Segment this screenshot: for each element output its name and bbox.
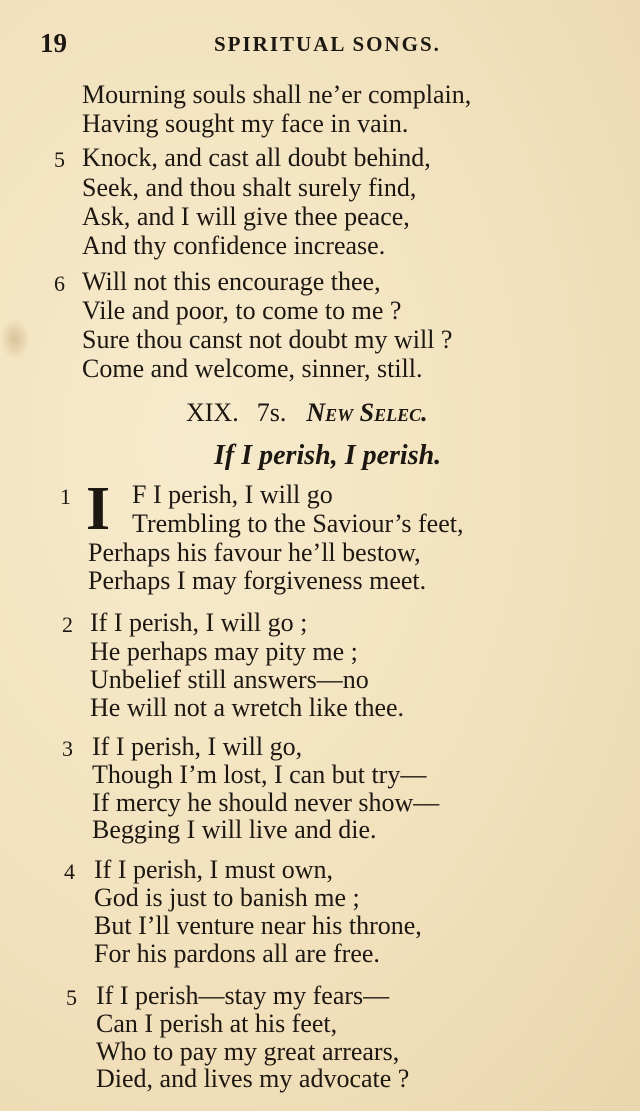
verse-line: Will not this encourage thee,	[82, 267, 381, 296]
verse-line: Trembling to the Saviour’s feet,	[132, 509, 464, 538]
verse-number: 5	[54, 147, 65, 172]
verse-line: Perhaps his favour he’ll bestow,	[88, 538, 421, 567]
verse-line: Perhaps I may forgiveness meet.	[88, 566, 427, 595]
verse-line: Though I’m lost, I can but try—	[92, 760, 427, 789]
verse-line: Sure thou canst not doubt my will ?	[82, 325, 453, 354]
hymn-meter: 7s.	[256, 398, 287, 427]
verse-line: If I perish, I will go ;	[90, 608, 308, 637]
verse-line: F I perish, I will go	[132, 480, 333, 509]
verse-number: 6	[54, 271, 65, 296]
hymn-heading	[186, 398, 428, 428]
verse-number: 4	[64, 859, 75, 884]
verse-line: If I perish—stay my fears—	[96, 981, 390, 1010]
verse-line: He perhaps may pity me ;	[90, 637, 358, 666]
page-header	[0, 28, 640, 68]
verse-line: Who to pay my great arrears,	[96, 1037, 400, 1066]
verse-line: And thy confidence increase.	[82, 231, 386, 260]
verse-number: 2	[62, 612, 73, 637]
verse-line: For his pardons all are free.	[94, 939, 380, 968]
verse-line: Mourning souls shall ne’er complain,	[82, 80, 472, 109]
hymn-number: XIX.	[186, 398, 239, 427]
verse-line: God is just to banish me ;	[94, 883, 360, 912]
verse-number: 5	[66, 985, 77, 1010]
verse-line: He will not a wretch like thee.	[90, 693, 405, 722]
drop-cap: I	[86, 475, 111, 543]
hymn-title: If I perish, I perish.	[214, 440, 442, 471]
verse-line: If I perish, I will go,	[92, 732, 303, 761]
verse-number: 1	[60, 484, 71, 509]
verse-line: Died, and lives my advocate ?	[96, 1064, 410, 1093]
verse-line: But I’ll venture near his throne,	[94, 911, 422, 940]
verse-number: 3	[62, 736, 73, 761]
verse-line: Unbelief still answers—no	[90, 665, 369, 694]
verse-line: If I perish, I must own,	[94, 855, 334, 884]
verse-line: Seek, and thou shalt surely find,	[82, 173, 417, 202]
verse-line: If mercy he should never show—	[92, 788, 440, 817]
verse-line: Come and welcome, sinner, still.	[82, 354, 423, 383]
paper-stain	[0, 318, 30, 360]
verse-line: Knock, and cast all doubt behind,	[82, 143, 431, 172]
verse-line: Begging I will live and die.	[92, 815, 377, 844]
hymn-tune: New Selec.	[306, 398, 428, 427]
verse-line: Having sought my face in vain.	[82, 109, 409, 138]
verse-line: Ask, and I will give thee peace,	[82, 202, 410, 231]
verse-line: Can I perish at his feet,	[96, 1009, 338, 1038]
running-head: SPIRITUAL SONGS.	[214, 32, 441, 56]
verse-line: Vile and poor, to come to me ?	[82, 296, 402, 325]
page-number: 19	[40, 28, 67, 58]
